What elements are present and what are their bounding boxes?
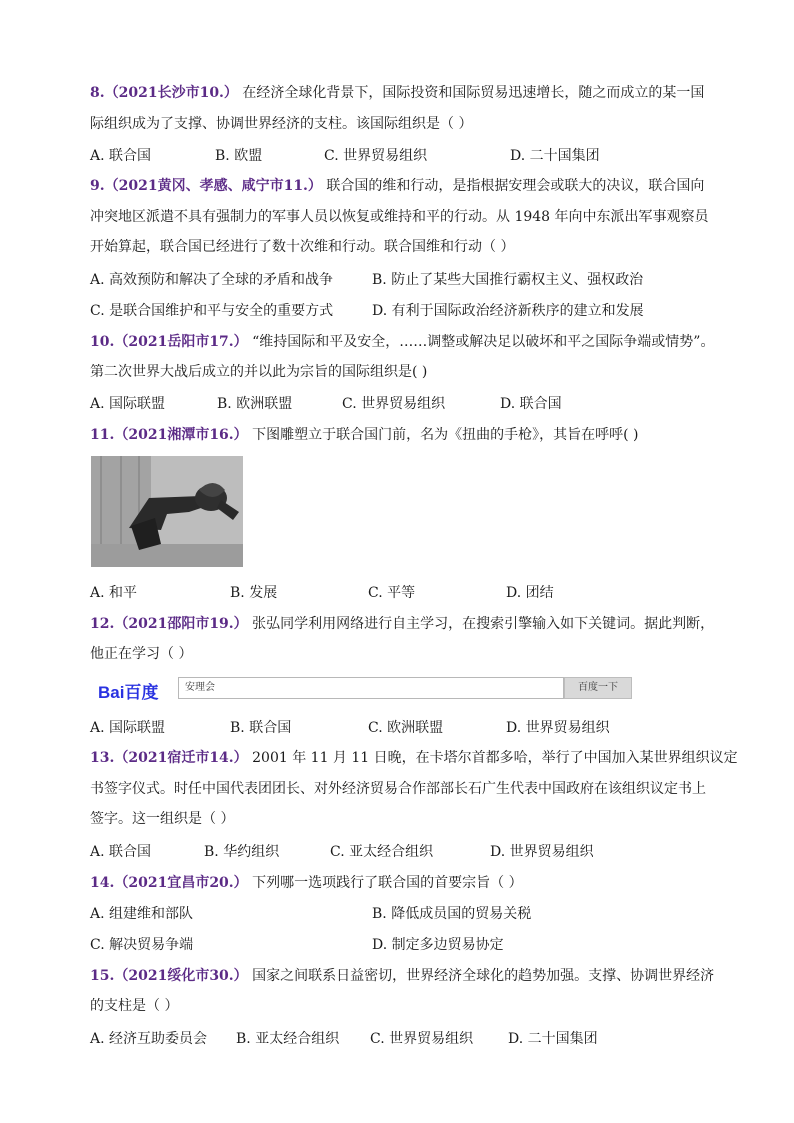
question-8-line-2: 际组织成为了支撑、协调世界经济的支柱。该国际组织是（ ） [90, 116, 473, 132]
option-d: D. 二十国集团 [508, 1031, 598, 1047]
option-d: D. 联合国 [500, 396, 562, 412]
question-text: 联合国的维和行动，是指根据安理会或联大的决议，联合国向 [326, 178, 705, 194]
option-a: A. 国际联盟 [90, 720, 166, 736]
question-10-line-2: 第二次世界大战后成立的并以此为宗旨的国际组织是( ) [90, 364, 428, 380]
question-text: 在经济全球化背景下，国际投资和国际贸易迅速增长，随之而成立的某一国 [242, 85, 705, 101]
question-source: 15.（2021绥化市30.） [90, 968, 248, 984]
question-12-line-2: 他正在学习（ ） [90, 646, 193, 662]
option-a: A. 经济互助委员会 [90, 1031, 208, 1047]
option-b: B. 欧洲联盟 [217, 396, 293, 412]
question-11-line-1 [90, 425, 639, 445]
option-b: B. 华约组织 [204, 844, 280, 860]
question-source: 12.（2021邵阳市19.） [90, 616, 248, 632]
question-12-line-1 [90, 614, 714, 634]
option-c: C. 世界贸易组织 [324, 148, 428, 164]
option-c: C. 亚太经合组织 [330, 844, 434, 860]
option-c: C. 世界贸易组织 [370, 1031, 474, 1047]
search-button: 百度一下 [564, 677, 632, 699]
question-source: 13.（2021宿迁市14.） [90, 750, 248, 766]
question-15-line-2: 的支柱是（ ） [90, 998, 179, 1014]
option-c: C. 欧洲联盟 [368, 720, 444, 736]
question-10-line-1 [90, 332, 714, 352]
option-d: D. 世界贸易组织 [490, 844, 594, 860]
question-source: 11.（2021湘潭市16.） [90, 427, 248, 443]
question-text: 下图雕塑立于联合国门前，名为《扭曲的手枪》，其旨在呼呼( ) [252, 427, 639, 443]
question-13-line-1 [90, 748, 738, 768]
option-d: D. 有利于国际政治经济新秩序的建立和发展 [372, 303, 644, 319]
option-a: A. 国际联盟 [90, 396, 166, 412]
option-d: D. 世界贸易组织 [506, 720, 610, 736]
question-source: 9.（2021黄冈、孝感、咸宁市11.） [90, 178, 322, 194]
question-9-line-3: 开始算起，联合国已经进行了数十次维和行动。联合国维和行动（ ） [90, 239, 515, 255]
twisted-gun-sculpture-image [91, 456, 243, 567]
option-b: B. 联合国 [230, 720, 292, 736]
option-a: A. 和平 [90, 585, 138, 601]
option-a: A. 联合国 [90, 844, 152, 860]
question-9-line-2: 冲突地区派遣不具有强制力的军事人员以恢复或维持和平的行动。从 1948 年向中东派出军事观察员 [90, 209, 709, 225]
question-text: 张弘同学利用网络进行自主学习，在搜索引擎输入如下关键词。据此判断， [252, 616, 715, 632]
option-b: B. 亚太经合组织 [236, 1031, 340, 1047]
search-input: 安理会 [178, 677, 564, 699]
question-text: “维持国际和平及安全，……调整或解决足以破坏和平之国际争端或情势”。 [252, 334, 715, 350]
question-15-line-1 [90, 966, 714, 986]
option-a: A. 组建维和部队 [90, 906, 194, 922]
option-c: C. 解决贸易争端 [90, 937, 194, 953]
baidu-search-image [92, 674, 618, 704]
question-source: 14.（2021宜昌市20.） [90, 875, 248, 891]
option-d: D. 制定多边贸易协定 [372, 937, 504, 953]
option-d: D. 团结 [506, 585, 554, 601]
option-a: A. 联合国 [90, 148, 152, 164]
question-13-line-2: 书签字仪式。时任中国代表团团长、对外经济贸易合作部部长石广生代表中国政府在该组织议定书上 [90, 781, 706, 797]
question-13-line-3: 签字。这一组织是（ ） [90, 811, 235, 827]
question-text: 下列哪一选项践行了联合国的首要宗旨（ ） [252, 875, 523, 891]
question-source: 10.（2021岳阳市17.） [90, 334, 248, 350]
option-b: B. 防止了某些大国推行霸权主义、强权政治 [372, 272, 644, 288]
option-d: D. 二十国集团 [510, 148, 600, 164]
question-14-line-1 [90, 873, 523, 893]
option-a: A. 高效预防和解决了全球的矛盾和战争 [90, 272, 334, 288]
question-9-line-1 [90, 176, 704, 196]
option-c: C. 平等 [368, 585, 416, 601]
option-b: B. 发展 [230, 585, 278, 601]
baidu-logo: Bai百度 [98, 683, 159, 702]
sculpture-icon [91, 456, 243, 567]
option-c: C. 是联合国维护和平与安全的重要方式 [90, 303, 334, 319]
option-b: B. 欧盟 [215, 148, 263, 164]
option-b: B. 降低成员国的贸易关税 [372, 906, 532, 922]
question-text: 2001 年 11 月 11 日晚，在卡塔尔首都多哈，举行了中国加入某世界组织议定 [252, 750, 738, 766]
question-source: 8.（2021长沙市10.） [90, 85, 238, 101]
question-8-line-1 [90, 83, 704, 103]
question-text: 国家之间联系日益密切，世界经济全球化的趋势加强。支撑、协调世界经济 [252, 968, 715, 984]
option-c: C. 世界贸易组织 [342, 396, 446, 412]
